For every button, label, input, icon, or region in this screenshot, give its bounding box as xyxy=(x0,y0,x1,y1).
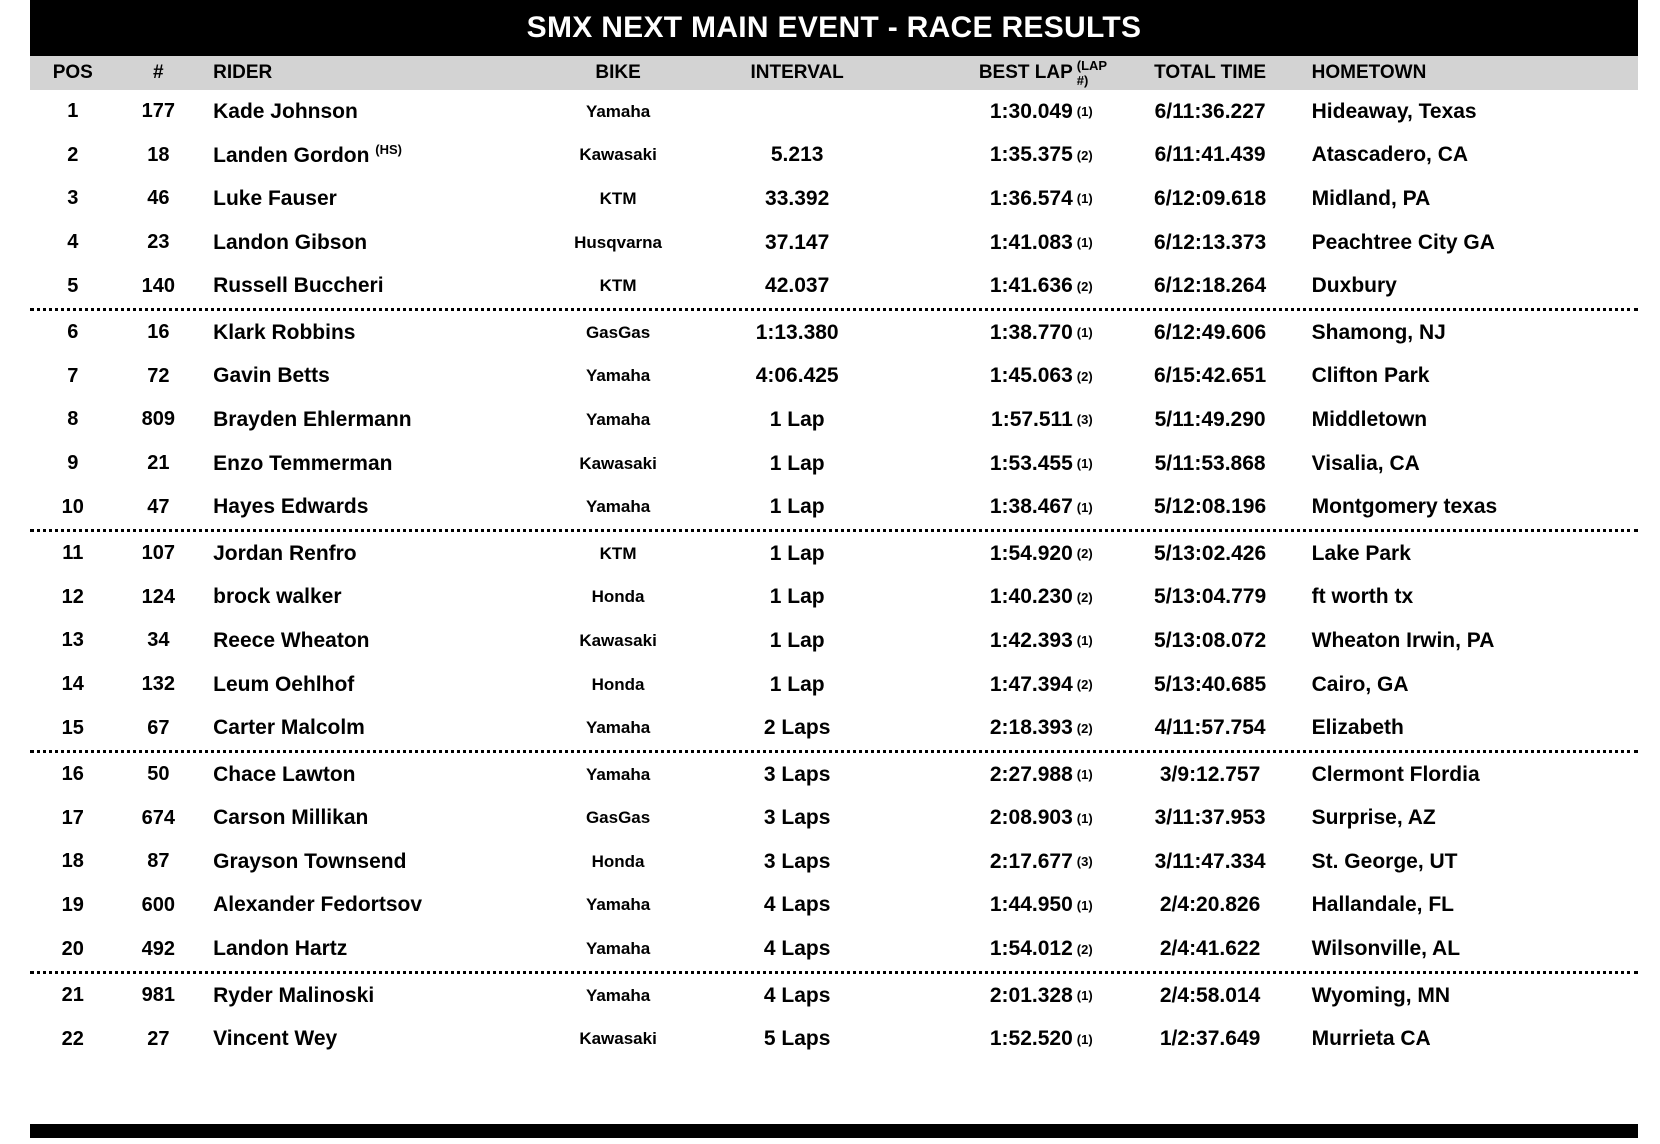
cell-best-lap: 1:42.393 xyxy=(989,628,1073,652)
cell-number: 107 xyxy=(141,542,176,565)
cell-position: 5 xyxy=(67,274,79,297)
table-header-row xyxy=(30,56,1638,90)
cell-rider: Kade Johnson xyxy=(213,99,358,123)
cell-total-time: 3/11:37.953 xyxy=(1154,806,1266,830)
column-header-bike: BIKE xyxy=(595,62,641,83)
cell-bike: Yamaha xyxy=(585,764,651,784)
cell-total-time: 6/12:13.373 xyxy=(1154,230,1267,254)
cell-best-lap-number: (1) xyxy=(1076,1031,1093,1047)
cell-bike: GasGas xyxy=(585,808,651,828)
cell-rider: Russell Buccheri xyxy=(213,274,384,298)
cell-best-lap: 1:41.083 xyxy=(989,230,1073,254)
cell-hometown: Wyoming, MN xyxy=(1311,983,1451,1007)
cell-best-lap: 2:08.903 xyxy=(989,806,1073,830)
cell-bike: Honda xyxy=(591,674,645,694)
cell-position: 9 xyxy=(67,452,79,475)
cell-rider: Jordan Renfro xyxy=(213,541,357,565)
cell-position: 4 xyxy=(67,231,79,254)
cell-total-time: 5/11:53.868 xyxy=(1154,451,1266,475)
cell-best-lap: 1:47.394 xyxy=(989,672,1073,696)
cell-rider: Ryder Malinoski xyxy=(213,983,375,1007)
table-row xyxy=(30,485,1638,529)
cell-hometown: ft worth tx xyxy=(1311,585,1414,609)
cell-best-lap: 1:53.455 xyxy=(989,451,1073,475)
cell-interval: 5 Laps xyxy=(763,1027,831,1051)
cell-total-time: 1/2:37.649 xyxy=(1159,1027,1261,1051)
cell-bike: Kawasaki xyxy=(579,1029,657,1049)
cell-number: 492 xyxy=(141,937,176,960)
cell-best-lap-number: (1) xyxy=(1076,191,1093,207)
cell-interval: 3 Laps xyxy=(763,806,831,830)
table-row xyxy=(30,355,1638,399)
cell-rider: Carter Malcolm xyxy=(213,716,365,740)
cell-best-lap-number: (1) xyxy=(1076,499,1093,515)
cell-bike: Yamaha xyxy=(585,409,651,429)
cell-number: 18 xyxy=(147,143,170,166)
cell-hometown: Elizabeth xyxy=(1311,716,1404,740)
cell-best-lap-number: (3) xyxy=(1076,854,1093,870)
cell-position: 18 xyxy=(61,850,84,873)
cell-hometown: Hallandale, FL xyxy=(1311,893,1455,917)
bottom-rule xyxy=(30,1124,1638,1138)
cell-rider: Reece Wheaton xyxy=(213,628,370,652)
table-row xyxy=(30,398,1638,442)
cell-bike: Yamaha xyxy=(585,497,651,517)
cell-position: 15 xyxy=(61,716,84,739)
column-header-number: # xyxy=(153,62,164,83)
cell-hometown: Duxbury xyxy=(1311,274,1397,298)
cell-interval: 2 Laps xyxy=(763,716,831,740)
cell-best-lap: 2:17.677 xyxy=(989,849,1073,873)
table-row xyxy=(30,134,1638,178)
cell-best-lap-number: (2) xyxy=(1076,677,1093,693)
cell-rider: Landen Gordon $^{(HS)}$ xyxy=(213,142,403,168)
cell-best-lap: 1:54.012 xyxy=(989,937,1073,961)
cell-number: 72 xyxy=(147,364,170,387)
cell-hometown: Middletown xyxy=(1311,407,1428,431)
cell-interval: 1 Lap xyxy=(769,541,825,565)
cell-rider: Klark Robbins xyxy=(213,320,356,344)
table-row xyxy=(30,576,1638,620)
cell-interval: 37.147 xyxy=(765,230,830,254)
cell-rider: Vincent Wey xyxy=(213,1027,338,1051)
cell-hometown: Surprise, AZ xyxy=(1311,806,1436,830)
cell-best-lap-number: (1) xyxy=(1076,633,1093,649)
cell-number: 50 xyxy=(147,763,170,786)
cell-best-lap-number: (3) xyxy=(1076,412,1093,428)
column-header-interval: INTERVAL xyxy=(750,62,844,83)
cell-total-time: 2/4:20.826 xyxy=(1159,893,1261,917)
rider-status-superscript: (HS) xyxy=(375,142,403,158)
cell-number: 600 xyxy=(141,893,176,916)
cell-bike: Yamaha xyxy=(585,939,651,959)
cell-total-time: 2/4:41.622 xyxy=(1159,937,1261,961)
column-header-best-lap: BEST LAP xyxy=(978,62,1073,83)
cell-bike: Yamaha xyxy=(585,985,651,1005)
cell-position: 2 xyxy=(67,143,79,166)
cell-best-lap: 1:54.920 xyxy=(989,541,1073,565)
cell-interval: 42.037 xyxy=(765,274,830,298)
cell-best-lap: 1:38.467 xyxy=(989,495,1073,519)
table-row xyxy=(30,308,1638,355)
cell-interval: 1 Lap xyxy=(769,585,825,609)
cell-number: 46 xyxy=(147,187,170,210)
cell-position: 21 xyxy=(61,984,84,1007)
cell-best-lap-number: (1) xyxy=(1076,810,1093,826)
cell-position: 13 xyxy=(61,629,84,652)
cell-total-time: 5/12:08.196 xyxy=(1154,495,1267,519)
cell-position: 8 xyxy=(67,408,79,431)
table-row xyxy=(30,264,1638,308)
cell-best-lap-number: (1) xyxy=(1076,897,1093,913)
cell-total-time: 6/15:42.651 xyxy=(1154,364,1267,388)
cell-number: 177 xyxy=(141,100,176,123)
cell-hometown: Clifton Park xyxy=(1311,364,1430,388)
cell-number: 140 xyxy=(141,274,176,297)
cell-bike: Kawasaki xyxy=(579,453,657,473)
cell-interval: 1 Lap xyxy=(769,628,825,652)
cell-rider: Luke Fauser xyxy=(213,186,337,210)
cell-best-lap-number: (1) xyxy=(1076,104,1093,120)
table-row xyxy=(30,840,1638,884)
table-row xyxy=(30,177,1638,221)
cell-number: 21 xyxy=(147,452,170,475)
cell-hometown: Visalia, CA xyxy=(1311,451,1420,475)
table-row xyxy=(30,90,1638,134)
cell-best-lap-number: (2) xyxy=(1076,941,1093,957)
cell-bike: Yamaha xyxy=(585,895,651,915)
cell-best-lap: 1:38.770 xyxy=(989,320,1073,344)
cell-best-lap-number: (2) xyxy=(1076,368,1093,384)
cell-best-lap-number: (1) xyxy=(1076,988,1093,1004)
cell-bike: Husqvarna xyxy=(574,232,662,252)
cell-best-lap: 1:36.574 xyxy=(989,186,1073,210)
cell-best-lap: 2:18.393 xyxy=(989,716,1073,740)
cell-number: 809 xyxy=(141,408,176,431)
cell-bike: GasGas xyxy=(585,322,651,342)
cell-hometown: St. George, UT xyxy=(1311,849,1458,873)
cell-best-lap: 2:01.328 xyxy=(989,983,1073,1007)
cell-bike: KTM xyxy=(599,543,637,563)
cell-interval: 1 Lap xyxy=(769,495,825,519)
cell-best-lap-number: (2) xyxy=(1076,546,1093,562)
cell-total-time: 6/12:18.264 xyxy=(1154,274,1267,298)
cell-hometown: Shamong, NJ xyxy=(1311,320,1446,344)
cell-hometown: Clermont Flordia xyxy=(1311,762,1480,786)
page-title: SMX NEXT MAIN EVENT - RACE RESULTS xyxy=(526,11,1142,44)
cell-hometown: Lake Park xyxy=(1311,541,1411,565)
cell-interval: 4 Laps xyxy=(763,937,831,961)
cell-bike: KTM xyxy=(599,276,637,296)
cell-best-lap-number: (1) xyxy=(1076,235,1093,251)
table-row xyxy=(30,750,1638,797)
cell-number: 132 xyxy=(141,673,176,696)
cell-interval: 4:06.425 xyxy=(755,364,839,388)
cell-best-lap-number: (2) xyxy=(1076,147,1093,163)
column-header-pos: POS xyxy=(52,62,93,83)
cell-hometown: Hideaway, Texas xyxy=(1311,99,1477,123)
cell-total-time: 3/9:12.757 xyxy=(1159,762,1261,786)
cell-rider: Carson Millikan xyxy=(213,806,369,830)
table-row xyxy=(30,971,1638,1018)
table-row xyxy=(30,619,1638,663)
cell-hometown: Montgomery texas xyxy=(1311,495,1498,519)
cell-number: 16 xyxy=(147,321,170,344)
cell-best-lap-number: (2) xyxy=(1076,589,1093,605)
cell-number: 47 xyxy=(147,495,170,518)
cell-interval: 33.392 xyxy=(765,186,830,210)
table-row xyxy=(30,663,1638,707)
cell-interval: 1 Lap xyxy=(769,672,825,696)
cell-interval: 3 Laps xyxy=(763,762,831,786)
title-bar xyxy=(30,0,1638,56)
cell-best-lap: 2:27.988 xyxy=(989,762,1073,786)
cell-rider: Landon Gibson xyxy=(213,230,368,254)
cell-position: 16 xyxy=(61,763,84,786)
cell-best-lap: 1:52.520 xyxy=(989,1027,1073,1051)
table-row xyxy=(30,797,1638,841)
cell-bike: Kawasaki xyxy=(579,145,657,165)
cell-rider: Grayson Townsend xyxy=(213,849,407,873)
cell-rider: Brayden Ehlermann xyxy=(213,407,412,431)
cell-rider: Chace Lawton xyxy=(213,762,356,786)
table-row xyxy=(30,927,1638,971)
cell-bike: KTM xyxy=(599,188,637,208)
cell-number: 23 xyxy=(147,231,170,254)
cell-number: 981 xyxy=(141,984,176,1007)
cell-position: 22 xyxy=(61,1027,84,1050)
cell-total-time: 3/11:47.334 xyxy=(1154,849,1266,873)
cell-bike: Honda xyxy=(591,851,645,871)
cell-best-lap-number: (1) xyxy=(1076,325,1093,341)
cell-best-lap: 1:45.063 xyxy=(989,364,1073,388)
cell-rider: brock walker xyxy=(213,585,342,609)
column-header-rider: RIDER xyxy=(213,62,273,83)
cell-bike: Honda xyxy=(591,587,645,607)
cell-total-time: 6/11:41.439 xyxy=(1154,143,1266,167)
cell-best-lap: 1:44.950 xyxy=(989,893,1073,917)
cell-rider: Landon Hartz xyxy=(213,937,348,961)
table-row xyxy=(30,221,1638,265)
cell-position: 10 xyxy=(61,495,84,518)
cell-best-lap-number: (1) xyxy=(1076,456,1093,472)
cell-total-time: 5/13:04.779 xyxy=(1154,585,1267,609)
column-header-total-time: TOTAL TIME xyxy=(1154,62,1267,83)
cell-hometown: Cairo, GA xyxy=(1311,672,1409,696)
cell-number: 34 xyxy=(147,629,170,652)
table-row xyxy=(30,1017,1638,1061)
cell-position: 19 xyxy=(61,893,84,916)
cell-rider: Gavin Betts xyxy=(213,364,330,388)
cell-position: 11 xyxy=(62,542,84,565)
cell-position: 20 xyxy=(61,937,84,960)
cell-total-time: 5/13:08.072 xyxy=(1154,628,1267,652)
cell-rider: Alexander Fedortsov xyxy=(213,893,423,917)
cell-bike: Yamaha xyxy=(585,101,651,121)
cell-position: 12 xyxy=(61,585,84,608)
cell-hometown: Midland, PA xyxy=(1311,186,1431,210)
cell-position: 14 xyxy=(61,673,84,696)
cell-total-time: 5/13:40.685 xyxy=(1154,672,1267,696)
cell-rider: Enzo Temmerman xyxy=(213,451,393,475)
results-table-body xyxy=(30,90,1638,1061)
cell-best-lap: 1:41.636 xyxy=(989,274,1073,298)
cell-rider: Hayes Edwards xyxy=(213,495,369,519)
table-row xyxy=(30,884,1638,928)
cell-total-time: 5/11:49.290 xyxy=(1154,407,1266,431)
cell-hometown: Wheaton Irwin, PA xyxy=(1311,628,1495,652)
cell-total-time: 6/12:49.606 xyxy=(1154,320,1267,344)
cell-interval: 5.213 xyxy=(770,143,824,167)
cell-interval: 1 Lap xyxy=(769,407,825,431)
cell-position: 6 xyxy=(67,321,79,344)
cell-interval: 4 Laps xyxy=(763,983,831,1007)
cell-number: 87 xyxy=(147,850,170,873)
cell-rider: Leum Oehlhof xyxy=(213,672,355,696)
cell-best-lap-number: (1) xyxy=(1076,767,1093,783)
cell-hometown: Murrieta CA xyxy=(1311,1027,1431,1051)
cell-position: 3 xyxy=(67,187,79,210)
cell-hometown: Atascadero, CA xyxy=(1311,143,1469,167)
cell-number: 124 xyxy=(141,585,176,608)
cell-hometown: Peachtree City GA xyxy=(1311,230,1495,254)
cell-position: 1 xyxy=(67,100,79,123)
cell-interval: 1:13.380 xyxy=(755,320,839,344)
cell-interval: 4 Laps xyxy=(763,893,831,917)
cell-position: 17 xyxy=(61,806,84,829)
cell-best-lap: 1:57.511 xyxy=(991,407,1073,431)
cell-best-lap: 1:35.375 xyxy=(989,143,1073,167)
cell-total-time: 6/12:09.618 xyxy=(1154,186,1267,210)
cell-bike: Yamaha xyxy=(585,718,651,738)
cell-interval: 3 Laps xyxy=(763,849,831,873)
cell-total-time: 6/11:36.227 xyxy=(1154,99,1266,123)
cell-bike: Yamaha xyxy=(585,366,651,386)
cell-total-time: 4/11:57.754 xyxy=(1154,716,1266,740)
cell-number: 67 xyxy=(147,716,170,739)
table-row xyxy=(30,706,1638,750)
cell-best-lap-number: (2) xyxy=(1076,720,1093,736)
table-row xyxy=(30,529,1638,576)
column-header-lap-number: (LAP #) xyxy=(1076,58,1107,88)
cell-best-lap: 1:40.230 xyxy=(989,585,1073,609)
cell-number: 674 xyxy=(141,806,176,829)
cell-best-lap-number: (2) xyxy=(1076,278,1093,294)
cell-total-time: 2/4:58.014 xyxy=(1159,983,1261,1007)
column-header-hometown: HOMETOWN xyxy=(1311,62,1427,83)
table-row xyxy=(30,442,1638,486)
cell-hometown: Wilsonville, AL xyxy=(1311,937,1461,961)
cell-number: 27 xyxy=(147,1027,170,1050)
cell-position: 7 xyxy=(67,364,79,387)
cell-bike: Kawasaki xyxy=(579,630,657,650)
cell-best-lap: 1:30.049 xyxy=(989,99,1073,123)
cell-total-time: 5/13:02.426 xyxy=(1154,541,1267,565)
cell-interval: 1 Lap xyxy=(769,451,825,475)
